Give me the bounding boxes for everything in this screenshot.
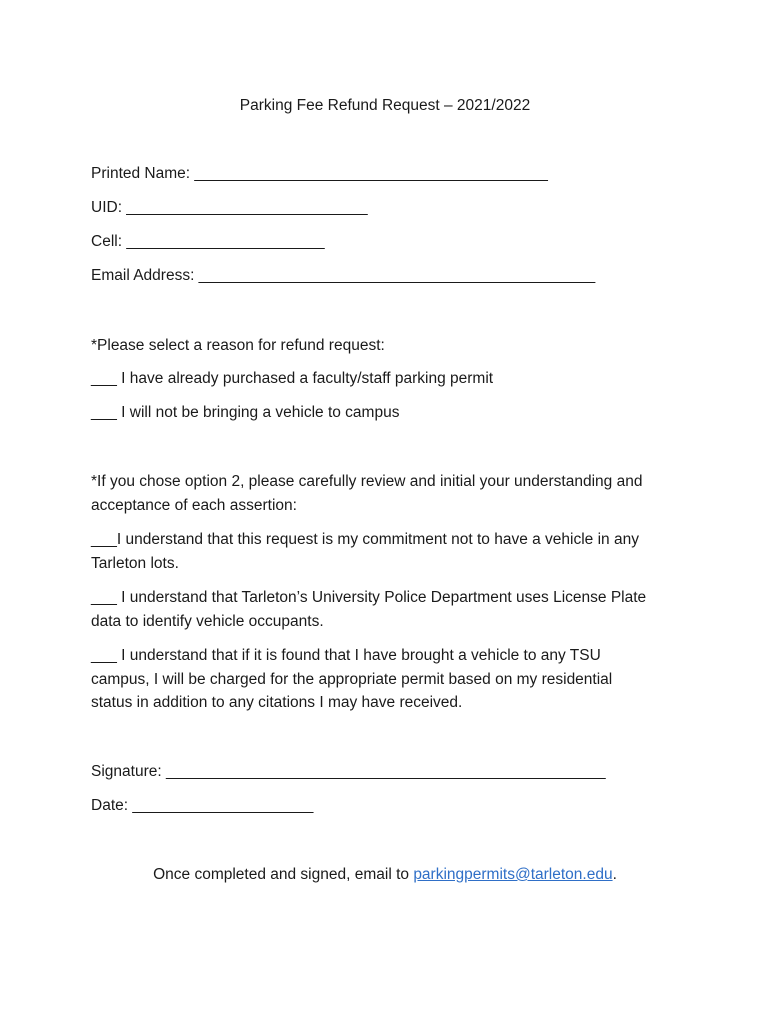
email-link[interactable]: parkingpermits@tarleton.edu bbox=[413, 866, 613, 883]
footer-instruction bbox=[0, 863, 770, 886]
reason-option-2: ___ I will not be bringing a vehicle to campus bbox=[91, 404, 400, 421]
date-field: Date: _____________________ bbox=[91, 797, 314, 814]
assertion-item-2: ___ I understand that Tarleton’s University Police Department uses License Plate data to identify vehicle occupants. bbox=[91, 589, 647, 630]
reason-prompt: *Please select a reason for refund request: bbox=[91, 337, 385, 354]
assertion-item-3: ___ I understand that if it is found that I have brought a vehicle to any TSU campus, I will be charged for the appropriate permit based on my residential status in addition to any citations I may have received. bbox=[91, 647, 613, 711]
reason-option-1: ___ I have already purchased a faculty/staff parking permit bbox=[91, 370, 494, 387]
cell-field: Cell: _______________________ bbox=[91, 233, 325, 250]
uid-field: UID: ____________________________ bbox=[91, 199, 368, 216]
footer-prefix: Once completed and signed, email to bbox=[153, 866, 414, 883]
assertion-item-1: ___I understand that this request is my commitment not to have a vehicle in any Tarleton lots. bbox=[91, 531, 639, 572]
form-title: Parking Fee Refund Request – 2021/2022 bbox=[239, 97, 531, 114]
assertions-intro: *If you chose option 2, please carefully review and initial your understanding and acceptance of each assertion: bbox=[91, 473, 643, 514]
signature-field: Signature: ___________________________________________________ bbox=[91, 763, 606, 780]
email-address-field: Email Address: ______________________________________________ bbox=[91, 267, 596, 284]
footer-suffix: . bbox=[612, 866, 617, 883]
printed-name-field: Printed Name: _________________________________________ bbox=[91, 165, 548, 182]
